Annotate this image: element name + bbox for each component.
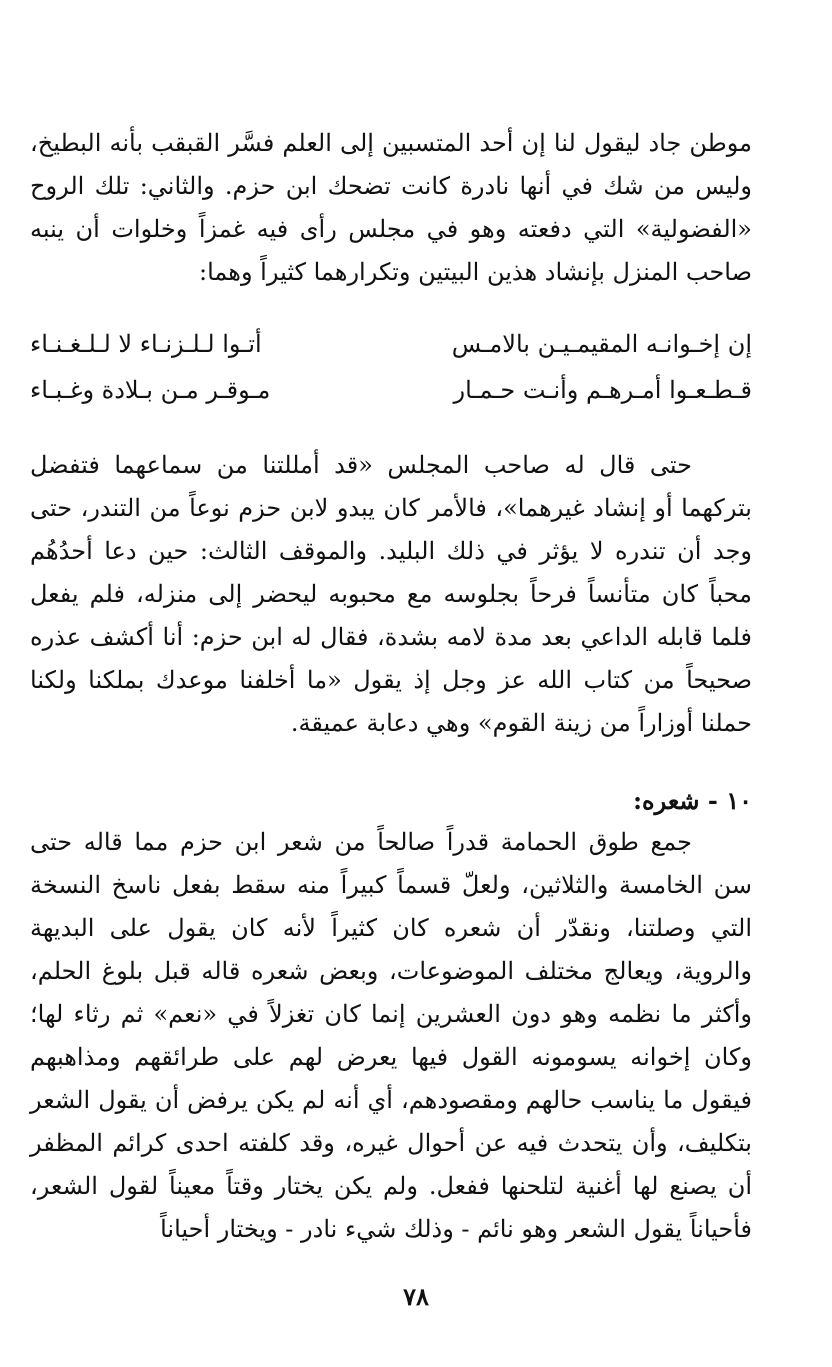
poem-verses bbox=[30, 321, 752, 413]
section-spacer bbox=[30, 745, 752, 781]
paragraph-intro: موطن جاد ليقول لنا إن أحد المتسبين إلى العلم فسَّر القبقب بأنه البطيخ، وليس من شك في أنها نادرة كانت تضحك ابن حزم. والثاني: تلك الروح «الفضولية» التي دفعته وهو في مجلس رأى فيه غمزاً وخلوات أن ينبه صاحب المنزل بإنشاد هذين البيتين وتكرارهما كثيراً وهما: bbox=[30, 129, 752, 286]
verse-2-first-hemistich: قـطـعـوا أمـرهـم وأنـت حـمـار bbox=[453, 376, 752, 404]
verse-line-1 bbox=[30, 321, 752, 367]
page-number: ٧٨ bbox=[403, 1282, 429, 1311]
verse-1-first-hemistich: إن إخـوانـه المقيمـيـن بالامـس bbox=[451, 330, 752, 358]
verse-2-second-hemistich: مـوقـر مـن بـلادة وغـبـاء bbox=[30, 376, 271, 404]
verse-1-second-hemistich: أتـوا لـلـزنـاء لا لـلـغـنـاء bbox=[30, 330, 262, 358]
page-content bbox=[30, 122, 752, 1251]
paragraph-poetry: جمع طوق الحمامة قدراً صالحاً من شعر ابن حزم مما قاله حتى سن الخامسة والثلاثين، ولعلّ قسماً كبيراً منه سقط بفعل ناسخ النسخة التي وصلتنا، ونقدّر أن شعره كان كثيراً لأنه كان يقول على البديهة والروية، ويعالج مختلف الموضوعات، وبعض شعره قاله قبل بلوغ الحلم، وأكثر ما نظمه وهو دون العشرين إنما كان تغزلاً في «نعم» ثم رثاء لها؛ وكان إخوانه يسومونه القول فيها يعرض لهم على طرائقهم ومذاهبهم فيقول ما يناسب حالهم ومقصودهم، أي أنه لم يكن يرفض أن يقول الشعر بتكليف، وأن يتحدث فيه عن أحوال غيره، وقد كلفته احدى كرائم المظفر أن يصنع لها أغنية لتلحنها ففعل. ولم يكن يختار وقتاً معيناً لقول الشعر، فأحياناً يقول الشعر وهو نائم - وذلك شيء نادر - ويختار أحياناً bbox=[30, 828, 752, 1243]
section-heading: ١٠ - شعره: bbox=[633, 786, 752, 815]
verse-line-2 bbox=[30, 367, 752, 413]
paragraph-anecdotes: حتى قال له صاحب المجلس «قد أمللتنا من سماعهما فتفضل بتركهما أو إنشاد غيرهما»، فالأمر كان يبدو لابن حزم نوعاً من التندر، حتى وجد أن تندره لا يؤثر في ذلك البليد. والموقف الثالث: حين دعا أحدُهُم محباً كان متأنساً فرحاً بجلوسه مع محبوبه ليحضر إلى منزله، فلم يفعل فلما قابله الداعي بعد مدة لامه بشدة، فقال له ابن حزم: أنا أكشف عذره صحيحاً من كتاب الله عز وجل إذ يقول «ما أخلفنا موعدك بملكنا ولكنا حملنا أوزاراً من زينة القوم» وهي دعابة عميقة. bbox=[30, 451, 752, 737]
